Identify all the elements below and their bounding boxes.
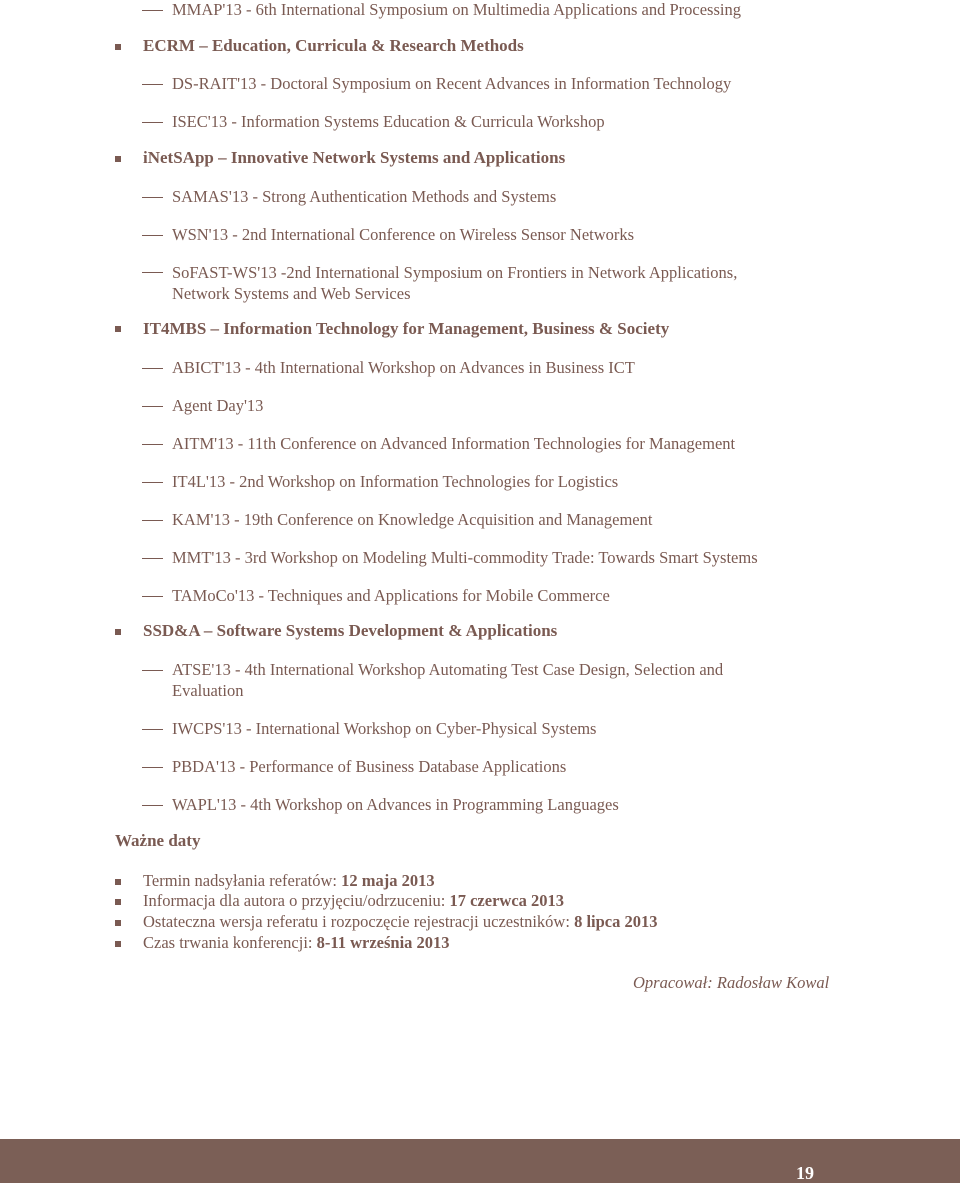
list-dash <box>142 767 163 768</box>
bullet-square-icon <box>115 899 121 905</box>
author-signature: Opracował: Radosław Kowal <box>633 973 830 992</box>
list-item: SAMAS'13 - Strong Authentication Methods and Systems <box>172 187 557 206</box>
list-dash <box>142 444 163 445</box>
bullet-square-icon <box>115 44 121 50</box>
date-label: Ostateczna wersja referatu i rozpoczęcie rejestracji uczestników: <box>143 912 575 931</box>
list-dash <box>142 368 163 369</box>
list-item: MMAP'13 - 6th International Symposium on Multimedia Applications and Processing <box>172 0 741 19</box>
list-item: IWCPS'13 - International Workshop on Cyber-Physical Systems <box>172 719 597 738</box>
list-item: WSN'13 - 2nd International Conference on Wireless Sensor Networks <box>172 225 635 244</box>
date-value: 8 lipca 2013 <box>574 912 658 931</box>
list-item: TAMoCo'13 - Techniques and Applications for Mobile Commerce <box>172 586 610 605</box>
section-title: Ważne daty <box>115 831 201 850</box>
bullet-square-icon <box>115 920 121 926</box>
list-item: ATSE'13 - 4th International Workshop Automating Test Case Design, Selection and <box>172 660 724 679</box>
track-heading: ECRM – Education, Curricula & Research Methods <box>143 36 524 55</box>
date-value: 8-11 września 2013 <box>316 933 450 952</box>
date-item <box>143 891 564 911</box>
list-item: ABICT'13 - 4th International Workshop on Advances in Business ICT <box>172 358 635 377</box>
list-dash <box>142 406 163 407</box>
date-label: Informacja dla autora o przyjęciu/odrzuceniu: <box>143 891 450 910</box>
date-label: Czas trwania konferencji: <box>143 933 317 952</box>
list-item: WAPL'13 - 4th Workshop on Advances in Programming Languages <box>172 795 619 814</box>
list-dash <box>142 596 163 597</box>
list-dash <box>142 122 163 123</box>
list-item-continuation: Evaluation <box>172 681 244 700</box>
list-dash <box>142 670 163 671</box>
list-dash <box>142 235 163 236</box>
date-item <box>143 933 450 953</box>
list-dash <box>142 520 163 521</box>
list-item: SoFAST-WS'13 -2nd International Symposium on Frontiers in Network Applications, <box>172 263 738 282</box>
list-item-continuation: Network Systems and Web Services <box>172 284 411 303</box>
list-dash <box>142 805 163 806</box>
list-dash <box>142 558 163 559</box>
bullet-square-icon <box>115 941 121 947</box>
date-item <box>143 871 435 891</box>
list-item: Agent Day'13 <box>172 396 264 415</box>
list-item: IT4L'13 - 2nd Workshop on Information Technologies for Logistics <box>172 472 619 491</box>
date-value: 12 maja 2013 <box>341 871 435 890</box>
bullet-square-icon <box>115 879 121 885</box>
page-number: 19 <box>796 1163 814 1183</box>
list-item: AITM'13 - 11th Conference on Advanced Information Technologies for Management <box>172 434 736 453</box>
list-dash <box>142 10 163 11</box>
date-label: Termin nadsyłania referatów: <box>143 871 342 890</box>
list-dash <box>142 729 163 730</box>
list-dash <box>142 197 163 198</box>
list-item: PBDA'13 - Performance of Business Database Applications <box>172 757 567 776</box>
list-dash <box>142 272 163 273</box>
list-item: KAM'13 - 19th Conference on Knowledge Acquisition and Management <box>172 510 653 529</box>
bullet-square-icon <box>115 156 121 162</box>
list-item: ISEC'13 - Information Systems Education & Curricula Workshop <box>172 112 605 131</box>
list-dash <box>142 84 163 85</box>
bullet-square-icon <box>115 629 121 635</box>
bullet-square-icon <box>115 326 121 332</box>
footer-bar <box>0 1139 960 1183</box>
date-item <box>143 912 657 932</box>
track-heading: IT4MBS – Information Technology for Management, Business & Society <box>143 319 670 338</box>
date-value: 17 czerwca 2013 <box>449 891 565 910</box>
track-heading: iNetSApp – Innovative Network Systems and Applications <box>143 148 566 167</box>
list-item: MMT'13 - 3rd Workshop on Modeling Multi-commodity Trade: Towards Smart Systems <box>172 548 758 567</box>
track-heading: SSD&A – Software Systems Development & Applications <box>143 621 558 640</box>
list-dash <box>142 482 163 483</box>
list-item: DS-RAIT'13 - Doctoral Symposium on Recent Advances in Information Technology <box>172 74 732 93</box>
